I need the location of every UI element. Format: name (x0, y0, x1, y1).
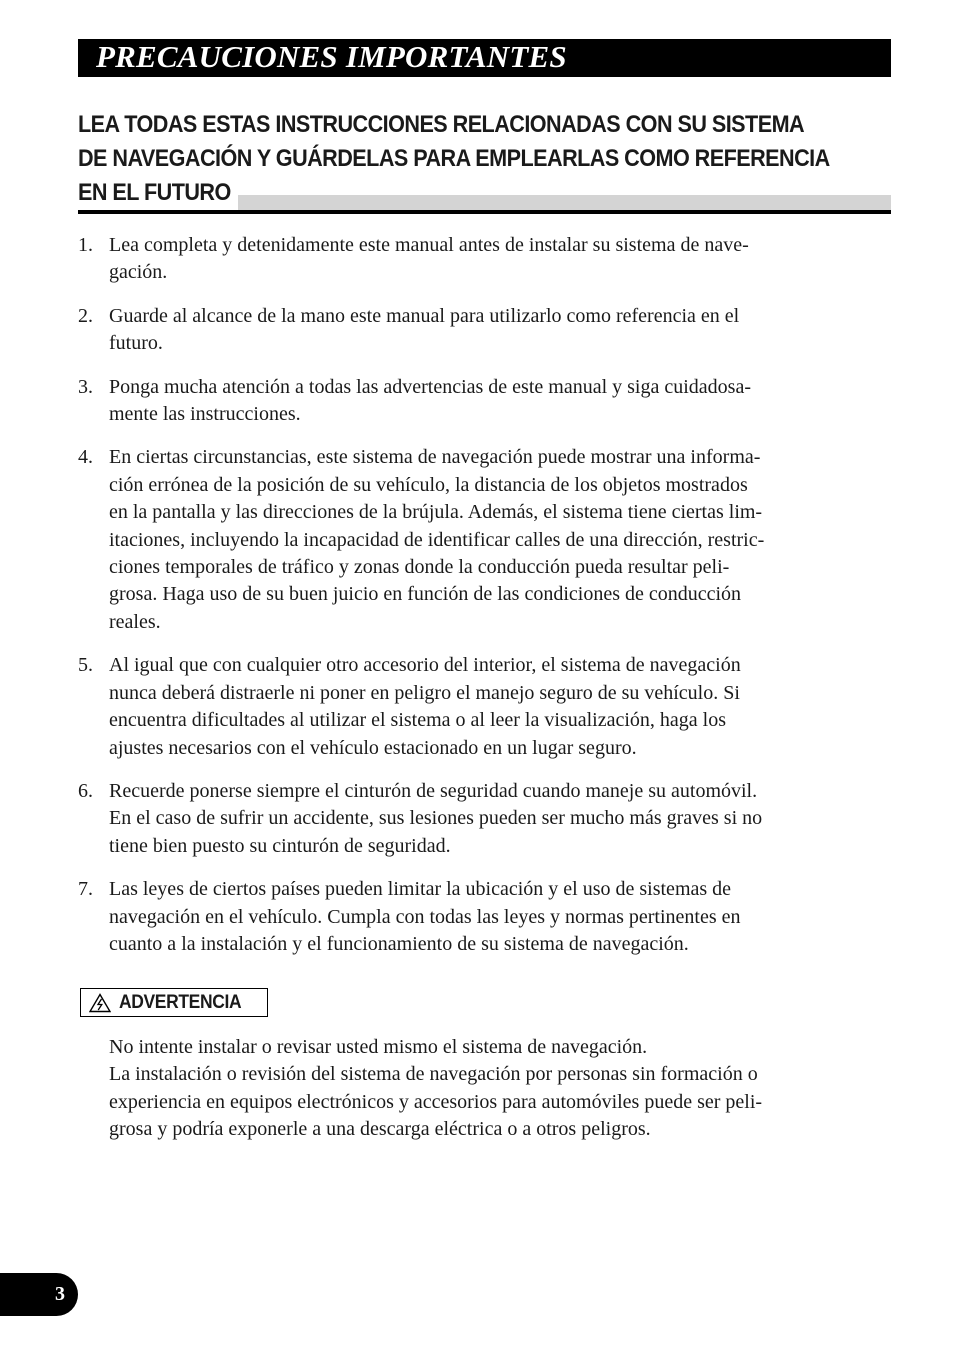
item-number: 4. (78, 446, 93, 469)
item-number: 3. (78, 375, 93, 398)
page-number-tab (0, 1273, 78, 1316)
item-text-line: futuro. (109, 332, 163, 355)
list-item (78, 876, 878, 958)
item-text-line: gación. (109, 261, 168, 284)
subheading-line: LEA TODAS ESTAS INSTRUCCIONES RELACIONADAS CON SU SISTEMA (78, 111, 805, 138)
list-item (78, 652, 878, 762)
list-item (78, 444, 878, 636)
item-text-line: ción errónea de la posición de su vehículo, la distancia de los objetos mostrados (109, 473, 748, 496)
item-text-line: mente las instrucciones. (109, 403, 301, 426)
item-number: 1. (78, 234, 93, 256)
warning-label-box (80, 988, 268, 1017)
item-text-line: Las leyes de ciertos países pueden limitar la ubicación y el uso de sistemas de (109, 878, 732, 901)
item-number: 5. (78, 654, 93, 677)
warning-label: ADVERTENCIA (119, 991, 242, 1013)
item-text-line: cuanto a la instalación y el funcionamiento de su sistema de navegación. (109, 932, 689, 955)
warning-text-line: experiencia en equipos electrónicos y accesorios para automóviles puede ser peli- (109, 1090, 763, 1113)
subheading-black-rule (78, 210, 891, 214)
item-text-line: Recuerde ponerse siempre el cinturón de seguridad cuando maneje su automóvil. (109, 779, 758, 802)
list-item (78, 232, 878, 287)
subheading-grey-rule (238, 195, 891, 210)
section-title: PRECAUCIONES IMPORTANTES (96, 39, 567, 74)
item-text-line: ajustes necesarios con el vehículo estacionado en un lugar seguro. (109, 736, 637, 759)
list-item (78, 303, 878, 358)
item-text-line: itaciones, incluyendo la incapacidad de identificar calles de una dirección, restric- (109, 528, 765, 551)
subheading-line: EN EL FUTURO (78, 179, 231, 206)
item-text-line: navegación en el vehículo. Cumpla con todas las leyes y normas pertinentes en (109, 905, 741, 928)
item-text-line: tiene bien puesto su cinturón de seguridad. (109, 834, 451, 857)
warning-text (109, 1034, 889, 1144)
item-number: 6. (78, 779, 93, 802)
section-title-bar (78, 39, 891, 77)
item-text-line: Guarde al alcance de la mano este manual para utilizarlo como referencia en el (109, 304, 740, 327)
item-number: 2. (78, 304, 93, 327)
precautions-list (78, 232, 878, 974)
item-number: 7. (78, 878, 93, 901)
item-text-line: En ciertas circunstancias, este sistema de navegación puede mostrar una informa- (109, 446, 761, 469)
warning-triangle-icon (89, 993, 111, 1013)
item-text-line: encuentra dificultades al utilizar el sistema o al leer la visualización, haga los (109, 709, 726, 732)
page-number: 3 (55, 1283, 65, 1305)
item-text-line: Ponga mucha atención a todas las advertencias de este manual y siga cuidadosa- (109, 375, 751, 398)
warning-text-line: La instalación o revisión del sistema de navegación por personas sin formación o (109, 1063, 758, 1086)
warning-text-line: No intente instalar o revisar usted mismo el sistema de navegación. (109, 1036, 648, 1058)
item-text-line: Lea completa y detenidamente este manual antes de instalar su sistema de nave- (109, 234, 749, 256)
item-text-line: en la pantalla y las direcciones de la brújula. Además, el sistema tiene ciertas lim- (109, 501, 763, 524)
warning-text-line: grosa y podría exponerle a una descarga eléctrica o a otros peligros. (109, 1118, 651, 1141)
list-item (78, 778, 878, 860)
item-text-line: Al igual que con cualquier otro accesorio del interior, el sistema de navegación (109, 654, 741, 677)
item-text-line: En el caso de sufrir un accidente, sus lesiones pueden ser mucho más graves si no (109, 807, 763, 830)
item-text-line: reales. (109, 610, 161, 633)
subheading-line: DE NAVEGACIÓN Y GUÁRDELAS PARA EMPLEARLAS COMO REFERENCIA (78, 145, 830, 172)
item-text-line: ciones temporales de tráfico y zonas donde la conducción pueda resultar peli- (109, 556, 730, 579)
item-text-line: nunca deberá distraerle ni poner en peligro el manejo seguro de su vehículo. Si (109, 681, 740, 704)
item-text-line: grosa. Haga uso de su buen juicio en función de las condiciones de conducción (109, 583, 742, 606)
list-item (78, 374, 878, 429)
